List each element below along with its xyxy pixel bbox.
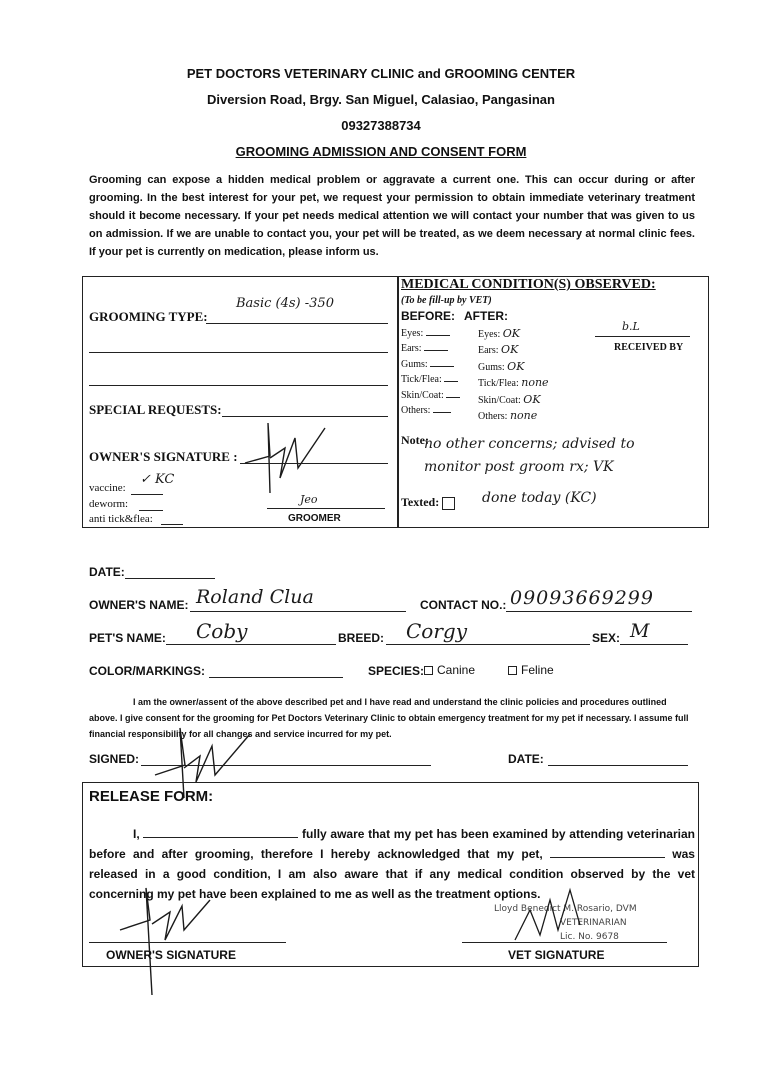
signed-label: SIGNED:	[89, 752, 140, 766]
vet-sig-label: VET SIGNATURE	[508, 948, 605, 962]
note-label: Note:	[401, 433, 429, 447]
species-canine[interactable]: Canine	[424, 663, 475, 677]
owner-name-line[interactable]	[190, 611, 406, 612]
owner-name-value: Roland Clua	[196, 586, 314, 608]
texted-checkbox[interactable]	[442, 497, 455, 510]
received-by-label: RECEIVED BY	[614, 342, 684, 353]
texted-value: done today (KC)	[482, 490, 597, 506]
color-label: COLOR/MARKINGS:	[89, 664, 205, 678]
owner-signature-label: OWNER'S SIGNATURE :	[89, 449, 238, 464]
note-line-1: no other concerns; advised to	[424, 436, 635, 452]
sex-value: M	[630, 620, 650, 642]
medical-subheading: (To be fill-up by VET)	[401, 295, 492, 306]
color-line[interactable]	[209, 677, 343, 678]
contact-label: CONTACT NO.:	[420, 598, 507, 612]
intro-paragraph: Grooming can expose a hidden medical problem or aggravate a current one. This can occur during or after grooming. In the best interest for your pet, we request your permission to obtain immediate veterinary treatment should it become necessary. If your pet needs medical attention we will contact your number that was given to us on admission. If we are unable to contact you, your pet will be treated, as we deem necessary at normal clinic fees. If your pet is currently on medication, please inform us.	[89, 174, 695, 258]
release-name-blank[interactable]	[143, 837, 298, 838]
groomer-label: GROOMER	[288, 513, 341, 524]
vet-sig-line[interactable]	[462, 942, 667, 943]
vaccine-line[interactable]	[131, 494, 163, 495]
owner-release-sig-line[interactable]	[89, 942, 286, 943]
after-ears: Ears: OK	[478, 343, 519, 357]
note-line-2: monitor post groom rx; VK	[424, 459, 614, 475]
after-tick: Tick/Flea: none	[478, 376, 549, 390]
species-label: SPECIES:	[368, 664, 425, 678]
groomer-line[interactable]	[267, 508, 385, 509]
vet-stamp-lic: Lic. No. 9678	[560, 932, 619, 942]
vaccine-label: vaccine:	[89, 482, 126, 494]
before-ears: Ears:	[401, 341, 460, 356]
vaccine-value: ✓ KC	[140, 472, 175, 487]
anti-tick-label: anti tick&flea:	[89, 513, 153, 525]
after-others: Others: none	[478, 409, 538, 423]
pet-name-line[interactable]	[166, 644, 336, 645]
deworm-label: deworm:	[89, 498, 129, 510]
before-skin: Skin/Coat:	[401, 388, 460, 403]
grooming-type-value: Basic (4s) -350	[236, 296, 334, 311]
special-requests-label: SPECIAL REQUESTS:	[89, 402, 222, 417]
contact-value: 09093669299	[510, 587, 654, 609]
feline-checkbox[interactable]	[508, 666, 517, 675]
consent-date-label: DATE:	[508, 752, 544, 766]
pet-name-label: PET'S NAME:	[89, 631, 166, 645]
grooming-type-line[interactable]	[206, 323, 388, 324]
vet-stamp-title: VETERINARIAN	[560, 918, 627, 928]
clinic-name: PET DOCTORS VETERINARY CLINIC and GROOMING CENTER	[186, 66, 576, 81]
owner-release-sig-label: OWNER'S SIGNATURE	[106, 948, 236, 962]
species-feline[interactable]: Feline	[508, 663, 554, 677]
special-requests-line[interactable]	[222, 416, 388, 417]
vet-stamp-name: Lloyd Benedict M. Rosario, DVM	[494, 904, 637, 914]
sex-label: SEX:	[592, 631, 621, 645]
medical-heading: MEDICAL CONDITION(S) OBSERVED:	[401, 277, 656, 292]
deworm-line[interactable]	[139, 510, 163, 511]
before-label: BEFORE:	[401, 309, 455, 323]
before-gums: Gums:	[401, 357, 460, 372]
clinic-phone: 09327388734	[341, 118, 421, 133]
owner-name-label: OWNER'S NAME:	[89, 598, 189, 612]
contact-line[interactable]	[506, 611, 692, 612]
vet-signature-scribble	[510, 880, 600, 950]
texted-label: Texted:	[401, 495, 455, 510]
date-label: DATE:	[89, 565, 125, 579]
release-paragraph: I, fully aware that my pet has been examined by attending veterinarian before and after grooming, therefore I hereby acknowledged that my pet, was released in a good condition, I am also aware that if any medical condition observed by the vet concerning my pet have been explained to me as well as the treatment options.	[89, 827, 695, 901]
box-divider	[397, 276, 399, 528]
breed-label: BREED:	[338, 631, 385, 645]
after-gums: Gums: OK	[478, 359, 525, 373]
grooming-type-label: GROOMING TYPE:	[89, 309, 208, 324]
consent-text: I am the owner/assent of the above described pet and I have read and understand the clinic policies and procedures outlined above. I give consent for the grooming for Pet Doctors Veterinary Clinic to obtain emergency treatment for my pet if necessary. I assume full financial responsibility for all changes and service incurred for my pet.	[89, 697, 689, 739]
before-list	[401, 326, 460, 418]
breed-line[interactable]	[386, 644, 590, 645]
before-eyes: Eyes:	[401, 326, 460, 341]
breed-value: Corgy	[406, 619, 468, 643]
received-by-initials: b.L	[622, 320, 640, 333]
canine-checkbox[interactable]	[424, 666, 433, 675]
owner-signature-scribble	[240, 418, 340, 498]
after-eyes: Eyes: OK	[478, 327, 520, 340]
grooming-line-2[interactable]	[89, 352, 388, 353]
after-list	[478, 326, 549, 424]
grooming-line-3[interactable]	[89, 385, 388, 386]
received-by-line[interactable]	[595, 336, 690, 337]
release-pet-blank[interactable]	[550, 857, 665, 858]
anti-tick-line[interactable]	[161, 524, 183, 525]
pet-name-value: Coby	[196, 619, 248, 643]
release-title: RELEASE FORM:	[89, 788, 214, 805]
sex-line[interactable]	[620, 644, 688, 645]
release-signature-scribble	[110, 880, 230, 1000]
after-label: AFTER:	[464, 309, 508, 323]
after-skin: Skin/Coat: OK	[478, 392, 541, 406]
clinic-address: Diversion Road, Brgy. San Miguel, Calasiao, Pangasinan	[207, 92, 555, 107]
consent-date-line[interactable]	[548, 765, 688, 766]
before-tick: Tick/Flea:	[401, 372, 460, 387]
form-title: GROOMING ADMISSION AND CONSENT FORM	[235, 144, 527, 159]
groomer-initials: Jeo	[300, 493, 318, 506]
before-others: Others:	[401, 403, 460, 418]
date-line[interactable]	[125, 578, 215, 579]
